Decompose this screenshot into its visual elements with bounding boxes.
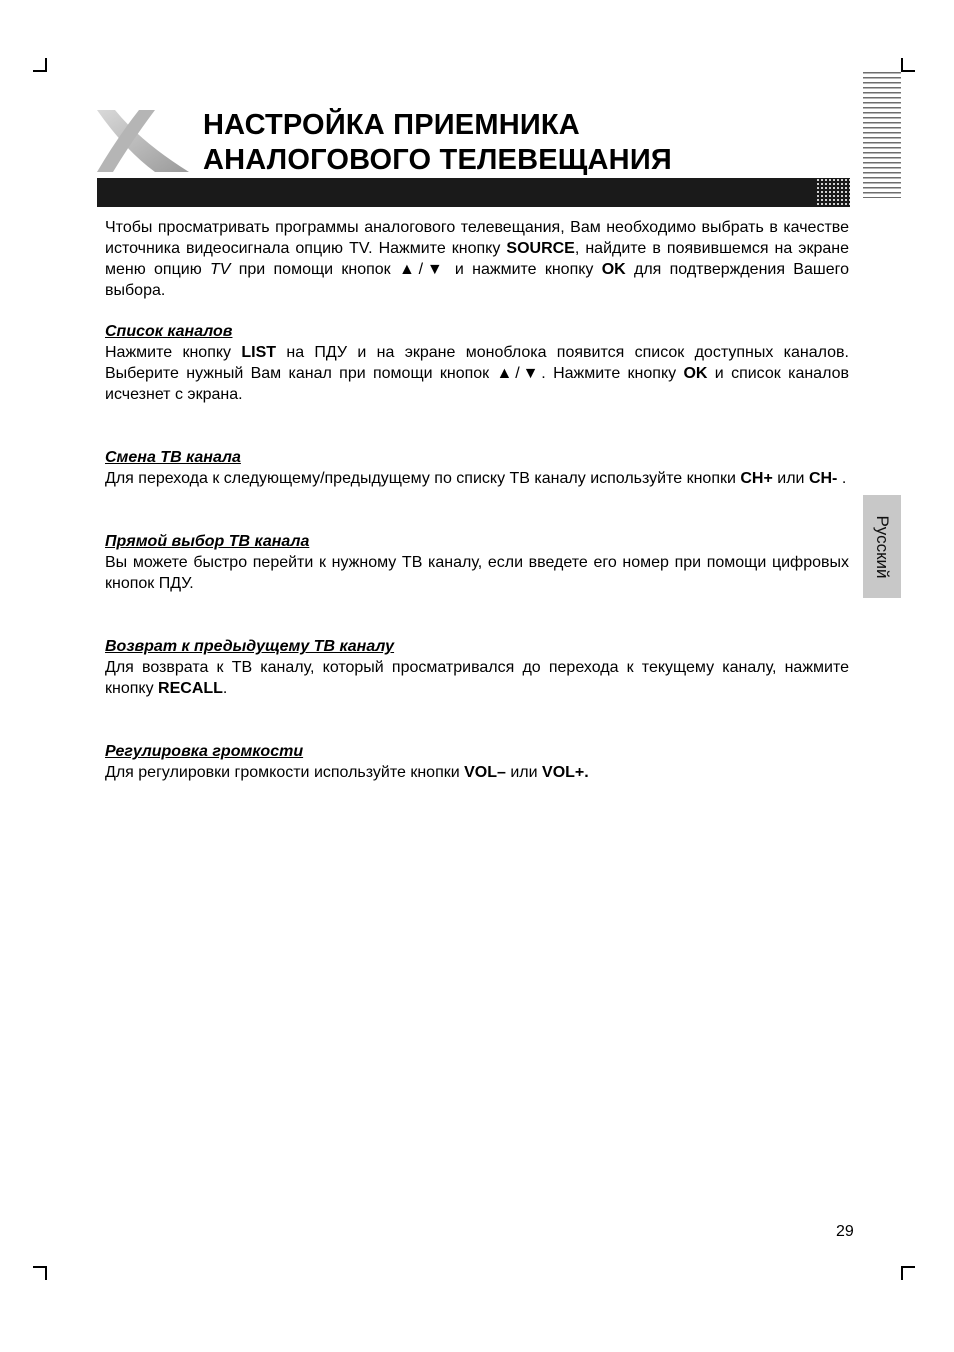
section-text bbox=[105, 657, 849, 699]
decorative-stripes bbox=[863, 72, 901, 198]
vol-plus-key: VOL+. bbox=[542, 764, 589, 781]
section-volume bbox=[105, 741, 849, 783]
section-title: Регулировка громкости bbox=[105, 743, 304, 760]
text: или bbox=[772, 470, 809, 487]
text: . bbox=[837, 470, 847, 487]
text: и список каналов исчезнет с экрана. bbox=[105, 365, 849, 403]
intro-text-2: , найдите в появившемся на экране меню опцию bbox=[105, 240, 850, 278]
intro-text-4: для подтверждения Вашего выбора. bbox=[105, 261, 849, 299]
language-tab-label: Русский bbox=[873, 514, 892, 579]
recall-key: RECALL bbox=[158, 680, 223, 697]
text: или bbox=[505, 764, 543, 781]
list-key: LIST bbox=[241, 344, 277, 361]
ok-key: OK bbox=[601, 261, 626, 278]
title-bar bbox=[97, 178, 850, 207]
title-line-2: АНАЛОГОВОГО ТЕЛЕВЕЩАНИЯ bbox=[203, 144, 672, 176]
x-logo-icon bbox=[95, 108, 191, 174]
page-title bbox=[203, 108, 672, 178]
text: Для возврата к ТВ каналу, который просматривался до перехода к текущему каналу, нажмите кнопку bbox=[105, 659, 849, 697]
section-title: Список каналов bbox=[105, 323, 233, 340]
section-text bbox=[105, 342, 849, 405]
crop-mark-bottom-left bbox=[33, 1266, 47, 1280]
text: Нажмите кнопку bbox=[105, 344, 242, 361]
ok-key: OK bbox=[683, 365, 708, 382]
language-tab bbox=[863, 495, 901, 598]
vol-minus-key: VOL– bbox=[464, 764, 506, 781]
tv-option: TV bbox=[209, 261, 231, 278]
content bbox=[105, 217, 849, 783]
intro-paragraph bbox=[105, 217, 849, 301]
page-number: 29 bbox=[836, 1223, 854, 1240]
section-title: Смена ТВ канала bbox=[105, 449, 241, 466]
section-text bbox=[105, 468, 849, 489]
crop-mark-bottom-right bbox=[901, 1266, 915, 1280]
section-direct-select bbox=[105, 531, 849, 594]
intro-text-1: Чтобы просматривать программы аналогового телевещания, Вам необходимо выбрать в качестве источника видеосигнала опцию TV. Нажмите кнопку bbox=[105, 219, 849, 257]
source-key: SOURCE bbox=[506, 240, 575, 257]
section-channel-change bbox=[105, 447, 849, 489]
section-title: Прямой выбор ТВ канала bbox=[105, 533, 310, 550]
section-title: Возврат к предыдущему ТВ каналу bbox=[105, 638, 395, 655]
crop-mark-top-right bbox=[901, 58, 915, 72]
section-channel-list bbox=[105, 321, 849, 405]
title-line-1: НАСТРОЙКА ПРИЕМНИКА bbox=[203, 109, 580, 141]
crop-mark-top-left bbox=[33, 58, 47, 72]
text: . bbox=[222, 680, 228, 697]
section-text bbox=[105, 762, 849, 783]
text: Для регулировки громкости используйте кнопки bbox=[105, 764, 465, 781]
section-recall bbox=[105, 636, 849, 699]
ch-plus-key: CH+ bbox=[740, 470, 773, 487]
section-text: Вы можете быстро перейти к нужному ТВ каналу, если введете его номер при помощи цифровых кнопок ПДУ. bbox=[105, 554, 849, 592]
intro-text-3: при помощи кнопок ▲/▼ и нажмите кнопку bbox=[230, 261, 602, 278]
ch-minus-key: CH- bbox=[808, 470, 838, 487]
text: на ПДУ и на экране моноблока появится список доступных каналов. Выберите нужный Вам канал при помощи кнопок ▲/▼. Нажмите кнопку bbox=[105, 344, 849, 382]
title-bar-dots bbox=[816, 178, 850, 207]
text: Для перехода к следующему/предыдущему по списку ТВ каналу используйте кнопки bbox=[105, 470, 741, 487]
